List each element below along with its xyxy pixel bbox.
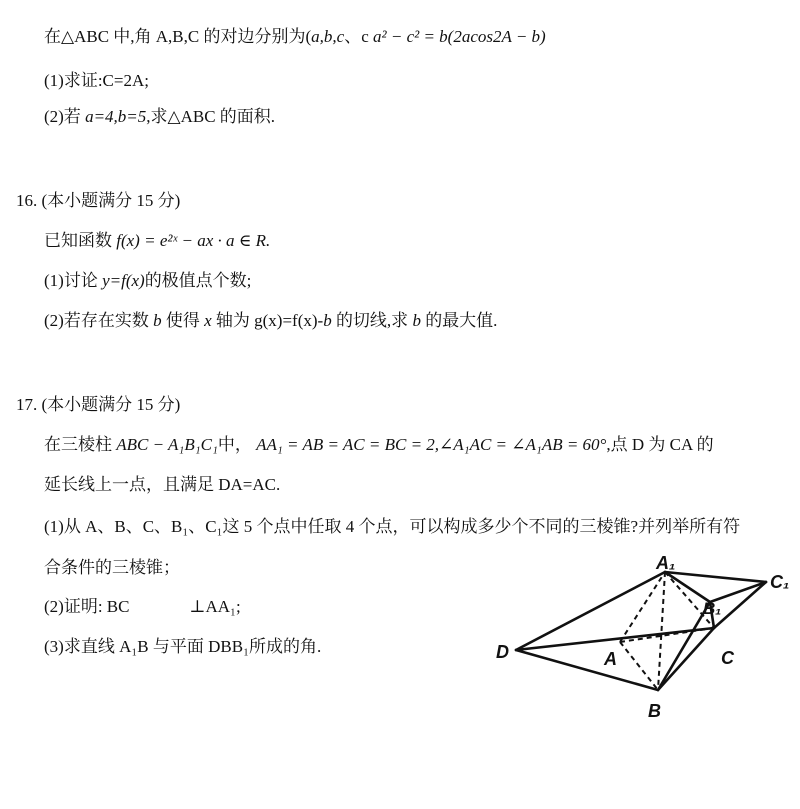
q17-part3: (3)求直线 A₁B 与平面 DBB₁所成的角. <box>44 637 322 656</box>
edge-A1-C1 <box>665 572 766 582</box>
q17-part1-line2: 合条件的三棱锥； <box>44 558 180 577</box>
q16-header: 16. (本小题满分 15 分) <box>16 191 181 210</box>
q17-stem: 在三棱柱 ABC − A₁B₁C₁中， AA₁ = AB = AC = BC = 2,∠A₁AC = ∠A₁AB = 60°,点 D 为 CA 的 <box>44 435 714 454</box>
q16-stem: 已知函数 f(x) = e²ˣ − ax · a ∈ R. <box>44 231 271 250</box>
q17-part2: (2)证明: BC ⊥AA₁; <box>44 597 241 616</box>
q16-part1: (1)讨论 y=f(x)的极值点个数; <box>44 271 252 290</box>
q17-part1-line1: (1)从 A、B、C、B₁、C₁这 5 个点中任取 4 个点，可以构成多少个不同的三棱锥?并列举所有符 <box>44 517 741 536</box>
edge-B-C <box>658 628 714 690</box>
q15-stem: 在△ABC 中,角 A,B,C 的对边分别为(a,b,c、c a² − c² = b(2acos2A − b) <box>44 27 546 46</box>
label-A1: A₁ <box>656 553 676 573</box>
label-C: C <box>721 648 734 668</box>
edge-A-B <box>620 642 658 690</box>
label-B1: B₁ <box>703 599 722 618</box>
label-D: D <box>496 642 509 662</box>
q15-part1: (1)求证:C=2A; <box>44 71 149 90</box>
edge-A1-B <box>658 572 665 690</box>
edge-C1-C <box>714 582 766 628</box>
prism-figure <box>492 552 792 722</box>
q16-part2: (2)若存在实数 b 使得 x 轴为 g(x)=f(x)-b 的切线,求 b 的最大值. <box>44 311 498 330</box>
edge-D-B <box>516 650 658 690</box>
q15-part2: (2)若 a=4,b=5,求△ABC 的面积. <box>44 107 276 126</box>
label-C1: C₁ <box>770 572 790 592</box>
label-A: A <box>604 649 617 669</box>
label-B: B <box>648 701 661 721</box>
q17-header: 17. (本小题满分 15 分) <box>16 395 181 414</box>
q17-stem-line2: 延长线上一点，且满足 DA=AC. <box>44 475 281 494</box>
